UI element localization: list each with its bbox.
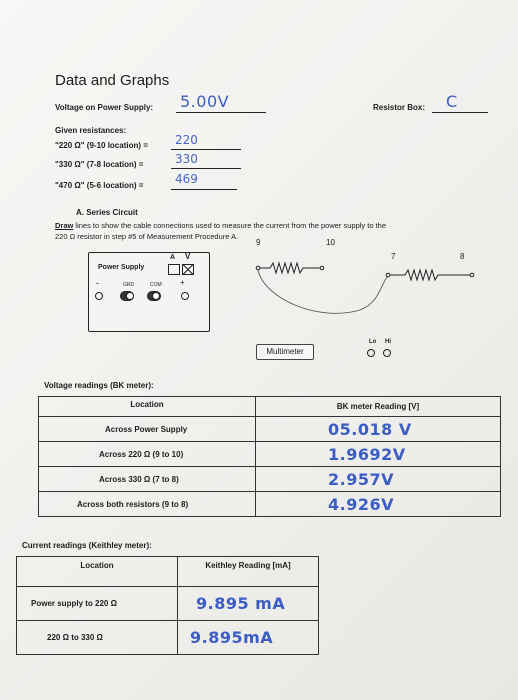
power-supply-label: Power Supply [98,264,145,271]
node-7-label: 7 [391,252,396,261]
resistance-220-underline [171,149,241,150]
voltage-col-reading: BK meter Reading [V] [256,397,501,417]
voltage-row-location: Across 330 Ω (7 to 8) [39,467,256,492]
current-row-location: 220 Ω to 330 Ω [17,621,178,655]
current-table-header [17,557,319,587]
resistor-box-label: Resistor Box: [373,103,426,112]
resistance-330-value: 330 [175,152,198,166]
table-row [17,587,319,621]
voltage-table-header [39,397,501,417]
voltage-row-reading: 05.018 V [256,417,501,442]
plus-sign: + [180,278,185,287]
resistor-box-underline [432,112,488,113]
instruction-text: lines to show the cable connections used to measure the current from the power supply to the [73,221,387,230]
voltage-row-reading: 2.957V [256,467,501,492]
instruction-draw-word: Draw [55,221,74,230]
node-9-label: 9 [256,238,261,247]
current-row-reading: 9.895 mA [178,587,319,621]
ps-com-terminal[interactable] [152,292,160,300]
page-title: Data and Graphs [55,72,170,89]
multimeter-label: Multimeter [256,344,314,360]
voltage-row-location: Across 220 Ω (9 to 10) [39,442,256,467]
voltmeter-mode-label: V [185,252,191,261]
ammeter-mode-label: A [170,254,176,261]
ps-grd-terminal[interactable] [126,292,134,300]
voltage-row-reading: 4.926V [256,492,501,517]
resistor-box-value: C [446,92,458,111]
table-row [39,417,501,442]
minus-sign: - [96,278,99,288]
voltage-underline [176,112,266,113]
lo-terminal[interactable] [367,349,375,357]
current-col-reading: Keithley Reading [mA] [178,557,319,587]
table-row [39,467,501,492]
voltage-row-reading: 1.9692V [256,442,501,467]
table-row [39,492,501,517]
resistance-330-label: "330 Ω" (7-8 location) = [55,160,144,169]
voltmeter-mode-icon [182,264,194,275]
resistance-330-underline [171,168,241,169]
table-row [39,442,501,467]
voltage-readings-table [38,396,501,517]
ps-positive-terminal[interactable] [181,292,189,300]
current-table-caption: Current readings (Keithley meter): [22,541,152,550]
current-readings-table [16,556,319,655]
resistor-330-symbol [386,270,474,280]
resistances-heading: Given resistances: [55,126,127,135]
resistance-470-label: "470 Ω" (5-6 location) = [55,181,144,190]
table-row [17,621,319,655]
resistance-470-underline [171,189,237,190]
ammeter-mode-icon [168,264,180,275]
series-instruction [55,221,495,230]
voltage-row-location: Across both resistors (9 to 8) [39,492,256,517]
series-heading: A. Series Circuit [76,208,138,217]
voltage-value: 5.00V [180,92,230,111]
voltage-row-location: Across Power Supply [39,417,256,442]
drawn-wire-9-to-7 [258,270,388,313]
current-col-location: Location [17,557,178,587]
resistance-220-label: "220 Ω" (9-10 location) = [55,141,148,150]
voltage-table-caption: Voltage readings (BK meter): [44,381,154,390]
hi-terminal[interactable] [383,349,391,357]
com-label: COM [150,282,162,288]
voltage-label: Voltage on Power Supply: [55,103,154,112]
ps-negative-terminal[interactable] [95,292,103,300]
series-instruction-line2: 220 Ω resistor in step #5 of Measurement Procedure A. [55,232,239,241]
hi-label: Hi [385,339,391,345]
current-row-location: Power supply to 220 Ω [17,587,178,621]
resistor-220-symbol [256,263,324,273]
circuit-wiring [250,240,495,350]
lo-label: Lo [369,339,377,345]
resistance-220-value: 220 [175,133,198,147]
node-8-label: 8 [460,252,465,261]
node-10-label: 10 [326,238,335,247]
resistance-470-value: 469 [175,172,198,186]
voltage-col-location: Location [39,397,256,417]
grd-label: GRD [123,282,135,288]
current-row-reading: 9.895mA [178,621,319,655]
